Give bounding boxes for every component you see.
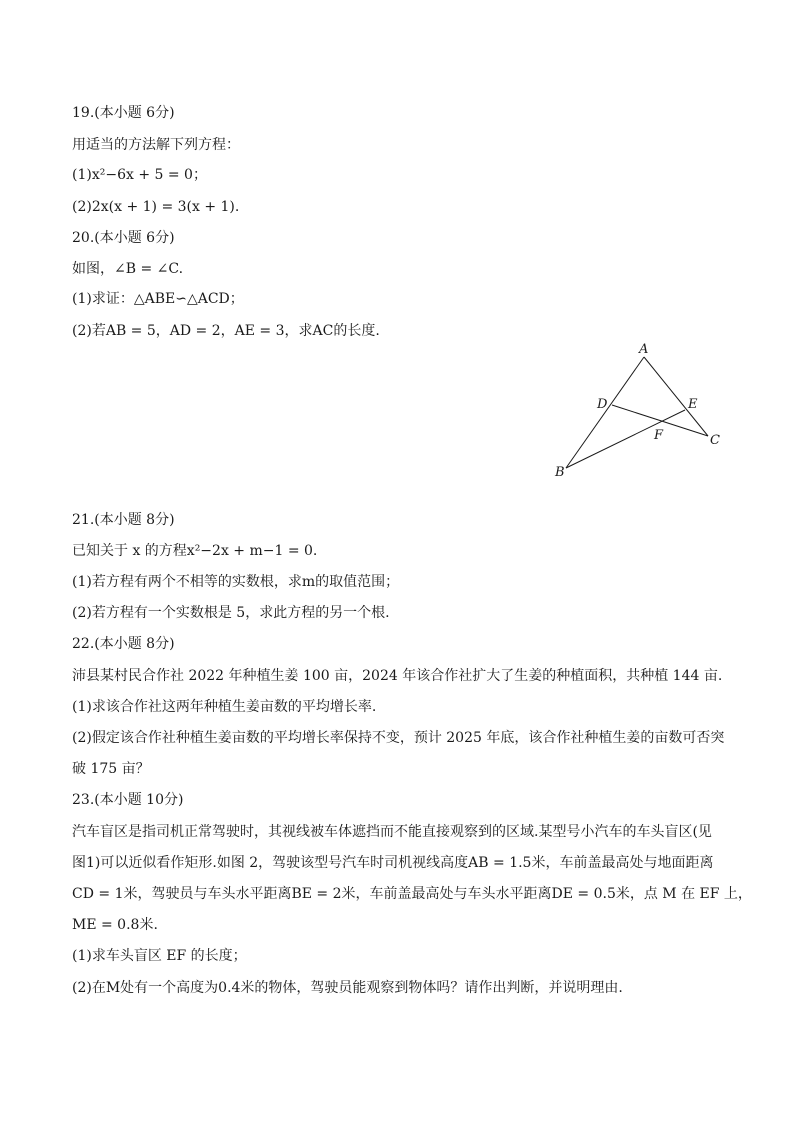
q20-part-2: (2)若AB = 5，AD = 2，AE = 3，求AC的长度. (72, 323, 380, 339)
segment-ac (644, 357, 708, 436)
q20-header: 20.(本小题 6分) (72, 230, 175, 246)
q22-header: 22.(本小题 8分) (72, 636, 175, 652)
q20-part-1: (1)求证：△ABE∽△ACD； (72, 291, 244, 307)
q21-part-2: (2)若方程有一个实数根是 5，求此方程的另一个根. (72, 605, 390, 621)
q19-stem: 用适当的方法解下列方程： (72, 137, 240, 153)
label-b: B (555, 465, 565, 480)
label-e: E (688, 397, 698, 412)
q22-stem: 沛县某村民合作社 2022 年种植生姜 100 亩，2024 年该合作社扩大了生姜的种植面积，共种植 144 亩. (72, 668, 723, 684)
q20-stem: 如图，∠B = ∠C. (72, 261, 184, 277)
q21-part-1: (1)若方程有两个不相等的实数根，求m的取值范围； (72, 574, 400, 590)
q23-header: 23.(本小题 10分) (72, 792, 184, 808)
q21-stem: 已知关于 x 的方程x²−2x + m−1 = 0. (72, 543, 318, 559)
q19-part-1: (1)x²−6x + 5 = 0； (72, 167, 207, 183)
q21-header: 21.(本小题 8分) (72, 512, 175, 528)
label-f: F (654, 428, 664, 443)
q22-part-1: (1)求该合作社这两年种植生姜亩数的平均增长率. (72, 699, 377, 715)
segment-ab (566, 357, 644, 468)
q23-part-1: (1)求车头盲区 EF 的长度； (72, 948, 247, 964)
q23-stem-1: 汽车盲区是指司机正常驾驶时，其视线被车体遮挡而不能直接观察到的区域.某型号小汽车的车头盲区(见 (72, 824, 712, 840)
q19-part-2: (2)2x(x + 1) = 3(x + 1). (72, 199, 240, 215)
triangle-diagram (540, 340, 740, 485)
label-a: A (639, 342, 649, 357)
segment-be (566, 410, 685, 468)
q22-part-2: (2)假定该合作社种植生姜亩数的平均增长率保持不变，预计 2025 年底，该合作社种植生姜的亩数可否突 (72, 730, 725, 746)
q23-part-2: (2)在M处有一个高度为0.4米的物体，驾驶员能观察到物体吗？请作出判断，并说明理由. (72, 980, 623, 996)
label-c: C (710, 433, 720, 448)
q23-stem-3: CD = 1米，驾驶员与车头水平距离BE = 2米，车前盖最高处与车头水平距离DE = 0.5米，点 M 在 EF 上， (72, 886, 752, 902)
q23-stem-2: 图1)可以近似看作矩形.如图 2，驾驶该型号汽车时司机视线高度AB = 1.5米，车前盖最高处与地面距离 (72, 855, 714, 871)
q23-stem-4: ME = 0.8米. (72, 917, 158, 933)
triangle-figure (540, 340, 740, 485)
label-d: D (597, 397, 608, 412)
q19-header: 19.(本小题 6分) (72, 105, 175, 121)
q22-part-2-cont: 破 175 亩？ (72, 761, 150, 777)
